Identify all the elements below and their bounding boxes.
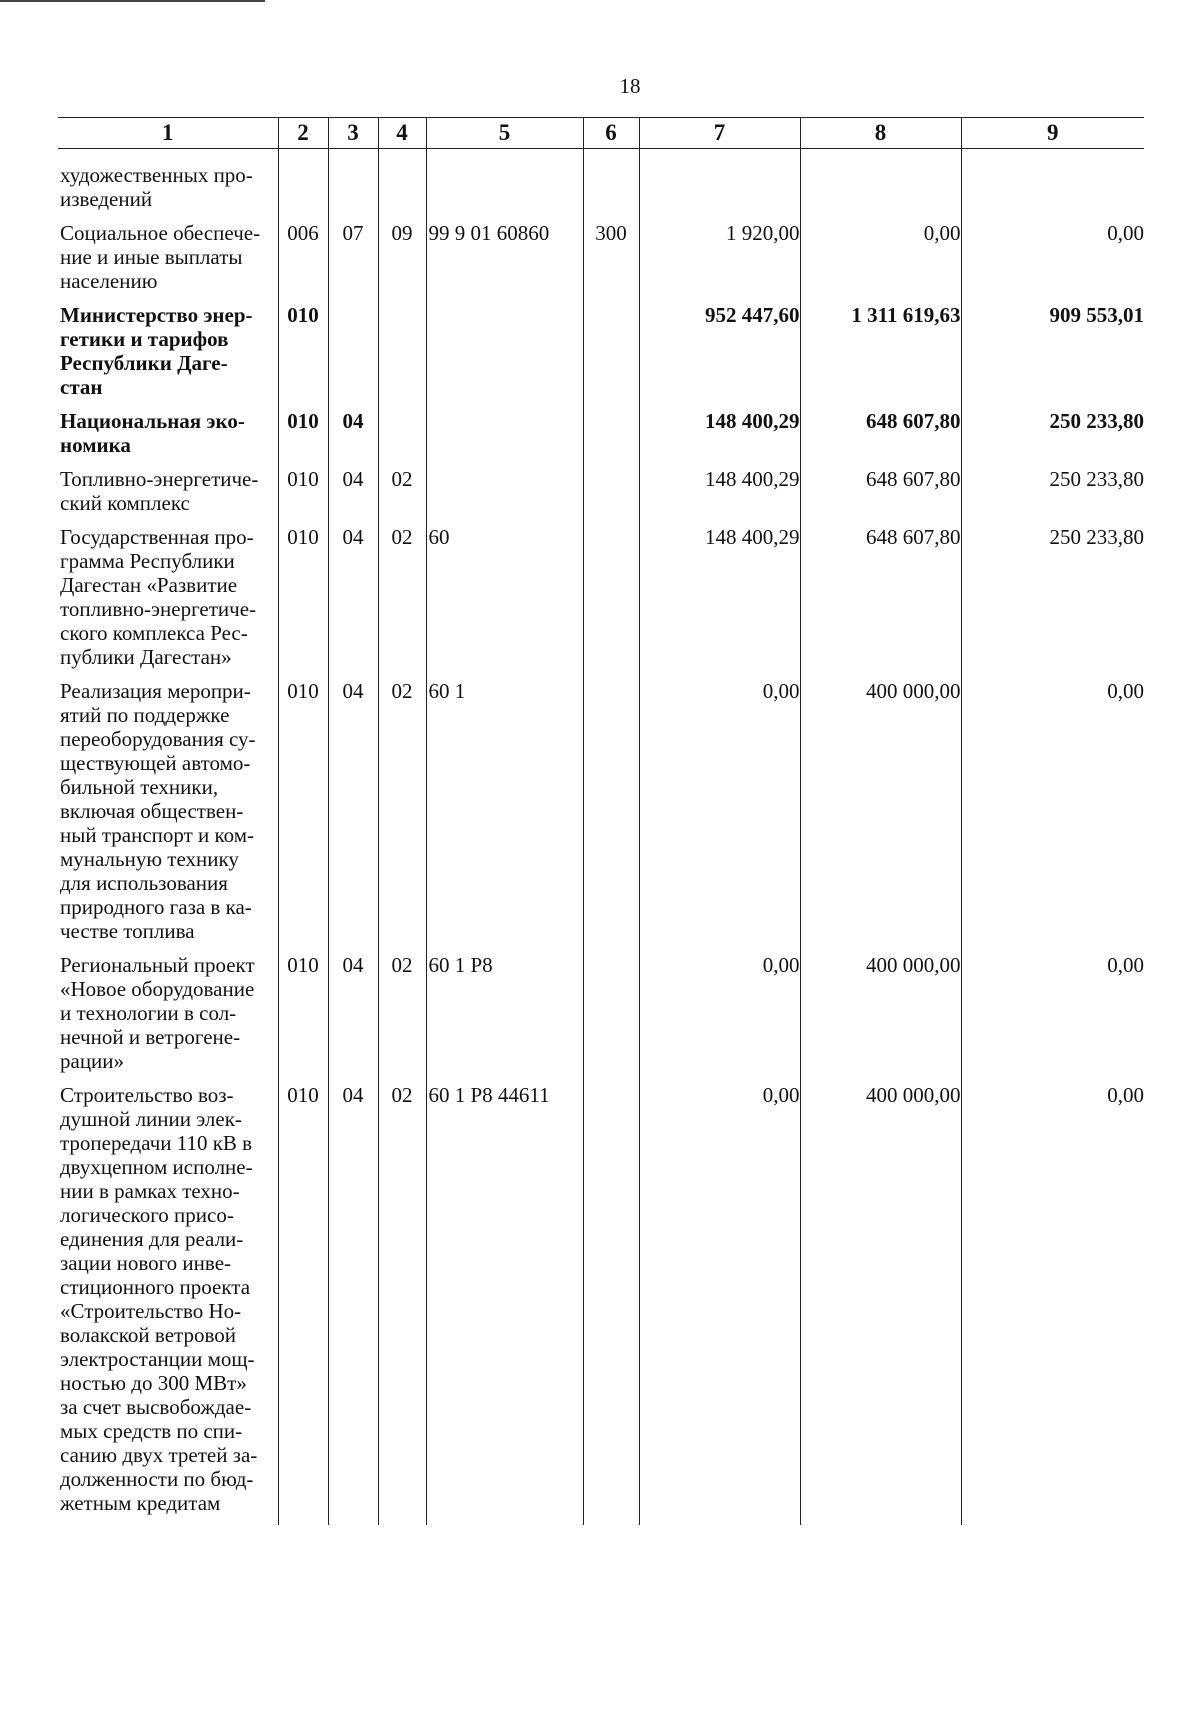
subsection-code-cell — [378, 303, 426, 409]
ministry-code-cell — [278, 525, 328, 679]
amount-col8-value: 648 607,80 — [866, 409, 961, 433]
amount-col9-cell — [961, 525, 1144, 679]
table-row — [58, 467, 1144, 525]
row-name-cell — [58, 149, 278, 222]
section-code-value: 04 — [342, 409, 364, 433]
amount-col8-cell — [800, 679, 961, 953]
expense-type-cell — [583, 221, 639, 303]
ministry-code-value: 010 — [287, 679, 319, 703]
amount-col9-value: 0,00 — [1107, 221, 1144, 245]
column-header: 2 — [278, 118, 328, 149]
row-name-text: Реализация меропри- ятий по поддержке переоборудования су- ществующей автомо- бильной техники, включая обществен- ный транспорт и ком- мунальную технику для использования природного газа в ка- честве топлива — [60, 679, 256, 943]
section-code-cell — [328, 953, 378, 1083]
table-row — [58, 679, 1144, 953]
ministry-code-value: 006 — [287, 221, 319, 245]
target-article-value: 99 9 01 60860 — [428, 221, 550, 245]
amount-col9-cell — [961, 303, 1144, 409]
ministry-code-cell — [278, 149, 328, 222]
amount-col8-value: 648 607,80 — [866, 467, 961, 491]
amount-col8-cell — [800, 525, 961, 679]
top-edge-rule — [0, 0, 265, 2]
table-row — [58, 221, 1144, 303]
amount-col9-cell — [961, 953, 1144, 1083]
amount-col8-value: 648 607,80 — [866, 525, 961, 549]
amount-col8-cell — [800, 1083, 961, 1525]
target-article-value: 60 1 Р8 — [428, 953, 493, 977]
subsection-code-value: 02 — [391, 467, 413, 491]
amount-col8-value: 0,00 — [923, 221, 961, 245]
target-article-value: 60 1 Р8 44611 — [428, 1083, 550, 1107]
section-code-cell — [328, 467, 378, 525]
amount-col9-value: 250 233,80 — [1049, 525, 1144, 549]
amount-col8-cell — [800, 303, 961, 409]
expense-type-cell — [583, 679, 639, 953]
column-header: 1 — [58, 118, 278, 149]
subsection-code-cell — [378, 525, 426, 679]
subsection-code-cell — [378, 953, 426, 1083]
row-name-cell — [58, 1083, 278, 1525]
table-row — [58, 303, 1144, 409]
ministry-code-cell — [278, 303, 328, 409]
amount-col9-cell — [961, 679, 1144, 953]
section-code-cell — [328, 409, 378, 467]
row-name-text: Региональный проект «Новое оборудование и технологии в сол- нечной и ветрогене- рации» — [60, 953, 255, 1073]
amount-col7-cell — [639, 467, 800, 525]
amount-col7-value: 148 400,29 — [705, 409, 800, 433]
amount-col8-cell — [800, 953, 961, 1083]
column-header: 7 — [639, 118, 800, 149]
amount-col7-value: 0,00 — [762, 953, 800, 977]
amount-col8-cell — [800, 221, 961, 303]
row-name-cell — [58, 679, 278, 953]
amount-col8-value: 400 000,00 — [866, 953, 961, 977]
ministry-code-value: 010 — [287, 1083, 319, 1107]
expense-type-cell — [583, 1083, 639, 1525]
ministry-code-value: 010 — [287, 409, 319, 433]
section-code-value: 04 — [342, 467, 364, 491]
row-name-cell — [58, 467, 278, 525]
expense-type-value: 300 — [595, 221, 627, 245]
target-article-cell — [426, 679, 583, 953]
table-row — [58, 525, 1144, 679]
amount-col7-value: 0,00 — [762, 679, 800, 703]
amount-col8-cell — [800, 149, 961, 222]
ministry-code-cell — [278, 1083, 328, 1525]
subsection-code-cell — [378, 149, 426, 222]
table-row — [58, 409, 1144, 467]
amount-col9-value: 0,00 — [1107, 1083, 1144, 1107]
column-header: 6 — [583, 118, 639, 149]
amount-col9-cell — [961, 409, 1144, 467]
table-row — [58, 1083, 1144, 1525]
subsection-code-value: 02 — [391, 953, 413, 977]
amount-col7-value: 148 400,29 — [705, 467, 800, 491]
section-code-cell — [328, 303, 378, 409]
ministry-code-cell — [278, 953, 328, 1083]
column-header: 5 — [426, 118, 583, 149]
ministry-code-cell — [278, 467, 328, 525]
target-article-cell — [426, 149, 583, 222]
amount-col7-value: 148 400,29 — [705, 525, 800, 549]
section-code-cell — [328, 149, 378, 222]
subsection-code-cell — [378, 1083, 426, 1525]
amount-col8-value: 1 311 619,63 — [851, 303, 961, 327]
row-name-cell — [58, 409, 278, 467]
column-header: 8 — [800, 118, 961, 149]
amount-col7-cell — [639, 525, 800, 679]
section-code-value: 04 — [342, 1083, 364, 1107]
ministry-code-value: 010 — [287, 953, 319, 977]
expense-type-cell — [583, 953, 639, 1083]
target-article-value: 60 — [428, 525, 450, 549]
subsection-code-cell — [378, 221, 426, 303]
subsection-code-value: 09 — [391, 221, 413, 245]
row-name-text: Национальная эко- номика — [60, 409, 245, 457]
section-code-value: 04 — [342, 525, 364, 549]
row-name-text: Строительство воз- душной линии элек- тропередачи 110 кВ в двухцепном исполне- нии в рамках техно- логического присо- единения для реали- зации нового инве- стиционного проекта «Строительство Но- волакской ветровой электростанции мощ- ностью до 300 МВт» за счет высвобождае- мых средств по спи- санию двух третей за- долженности по бюд- жетным кредитам — [60, 1083, 258, 1515]
row-name-cell — [58, 953, 278, 1083]
target-article-cell — [426, 409, 583, 467]
amount-col7-value: 1 920,00 — [726, 221, 800, 245]
amount-col9-cell — [961, 149, 1144, 222]
amount-col9-value: 909 553,01 — [1049, 303, 1144, 327]
subsection-code-cell — [378, 467, 426, 525]
target-article-cell — [426, 467, 583, 525]
subsection-code-cell — [378, 409, 426, 467]
amount-col9-cell — [961, 1083, 1144, 1525]
table-row — [58, 149, 1144, 222]
amount-col9-value: 250 233,80 — [1049, 467, 1144, 491]
column-header: 9 — [961, 118, 1144, 149]
row-name-text: Государственная про- грамма Республики Дагестан «Развитие топливно-энергетиче- ского комплекса Рес- публики Дагестан» — [60, 525, 257, 669]
header-row — [58, 118, 1144, 149]
amount-col8-cell — [800, 409, 961, 467]
amount-col9-cell — [961, 467, 1144, 525]
amount-col9-value: 250 233,80 — [1049, 409, 1144, 433]
subsection-code-value: 02 — [391, 525, 413, 549]
row-name-cell — [58, 525, 278, 679]
subsection-code-value: 02 — [391, 1083, 413, 1107]
target-article-cell — [426, 525, 583, 679]
amount-col7-cell — [639, 221, 800, 303]
expense-type-cell — [583, 525, 639, 679]
amount-col7-value: 952 447,60 — [705, 303, 800, 327]
section-code-cell — [328, 679, 378, 953]
amount-col8-value: 400 000,00 — [866, 679, 961, 703]
target-article-cell — [426, 303, 583, 409]
ministry-code-value: 010 — [287, 467, 319, 491]
section-code-cell — [328, 525, 378, 679]
ministry-code-cell — [278, 221, 328, 303]
row-name-text: Топливно-энергетиче- ский комплекс — [60, 467, 259, 515]
section-code-value: 07 — [342, 221, 364, 245]
row-name-text: художественных про- изведений — [60, 163, 253, 211]
subsection-code-cell — [378, 679, 426, 953]
column-header: 4 — [378, 118, 426, 149]
page-number: 18 — [619, 74, 641, 98]
amount-col8-cell — [800, 467, 961, 525]
ministry-code-value: 010 — [287, 303, 319, 327]
section-code-cell — [328, 1083, 378, 1525]
section-code-value: 04 — [342, 953, 364, 977]
subsection-code-value: 02 — [391, 679, 413, 703]
amount-col9-value: 0,00 — [1107, 953, 1144, 977]
amount-col9-value: 0,00 — [1107, 679, 1144, 703]
amount-col7-cell — [639, 149, 800, 222]
expense-type-cell — [583, 149, 639, 222]
section-code-cell — [328, 221, 378, 303]
amount-col7-cell — [639, 953, 800, 1083]
target-article-cell — [426, 221, 583, 303]
row-name-text: Министерство энер- гетики и тарифов Республики Даге- стан — [60, 303, 253, 399]
amount-col7-cell — [639, 679, 800, 953]
ministry-code-cell — [278, 409, 328, 467]
row-name-cell — [58, 303, 278, 409]
budget-table — [58, 117, 1144, 1525]
amount-col7-cell — [639, 303, 800, 409]
amount-col7-cell — [639, 1083, 800, 1525]
amount-col7-cell — [639, 409, 800, 467]
expense-type-cell — [583, 467, 639, 525]
table-body — [58, 149, 1144, 1526]
table-row — [58, 953, 1144, 1083]
target-article-cell — [426, 953, 583, 1083]
amount-col9-cell — [961, 221, 1144, 303]
amount-col7-value: 0,00 — [762, 1083, 800, 1107]
expense-type-cell — [583, 409, 639, 467]
ministry-code-value: 010 — [287, 525, 319, 549]
target-article-cell — [426, 1083, 583, 1525]
expense-type-cell — [583, 303, 639, 409]
target-article-value: 60 1 — [428, 679, 466, 703]
column-header: 3 — [328, 118, 378, 149]
row-name-cell — [58, 221, 278, 303]
amount-col8-value: 400 000,00 — [866, 1083, 961, 1107]
row-name-text: Социальное обеспече- ние и иные выплаты населению — [60, 221, 261, 293]
ministry-code-cell — [278, 679, 328, 953]
section-code-value: 04 — [342, 679, 364, 703]
